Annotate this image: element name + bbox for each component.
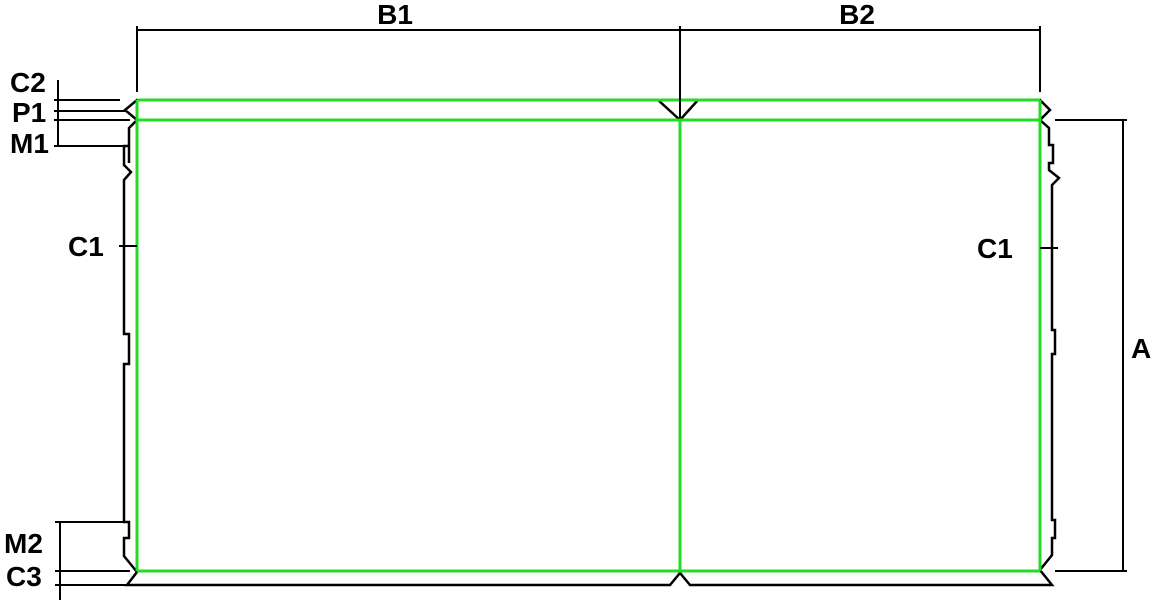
label-c2: C2 <box>10 67 46 98</box>
dimension-left-top <box>10 67 130 159</box>
fold-lines <box>137 100 1040 571</box>
dimension-left-bottom <box>4 522 130 600</box>
dimension-c1-left <box>68 231 137 262</box>
dimension-c1-right <box>977 233 1058 264</box>
label-b2: B2 <box>839 0 875 30</box>
label-c1-right: C1 <box>977 233 1013 264</box>
label-a: A <box>1131 333 1152 364</box>
label-c1-left: C1 <box>68 231 104 262</box>
label-c3: C3 <box>6 561 42 592</box>
blank-outline <box>124 100 1059 585</box>
label-m2: M2 <box>4 528 43 559</box>
label-m1: M1 <box>10 128 49 159</box>
label-p1: P1 <box>12 97 47 128</box>
dimension-a <box>1055 120 1151 571</box>
label-b1: B1 <box>377 0 413 30</box>
